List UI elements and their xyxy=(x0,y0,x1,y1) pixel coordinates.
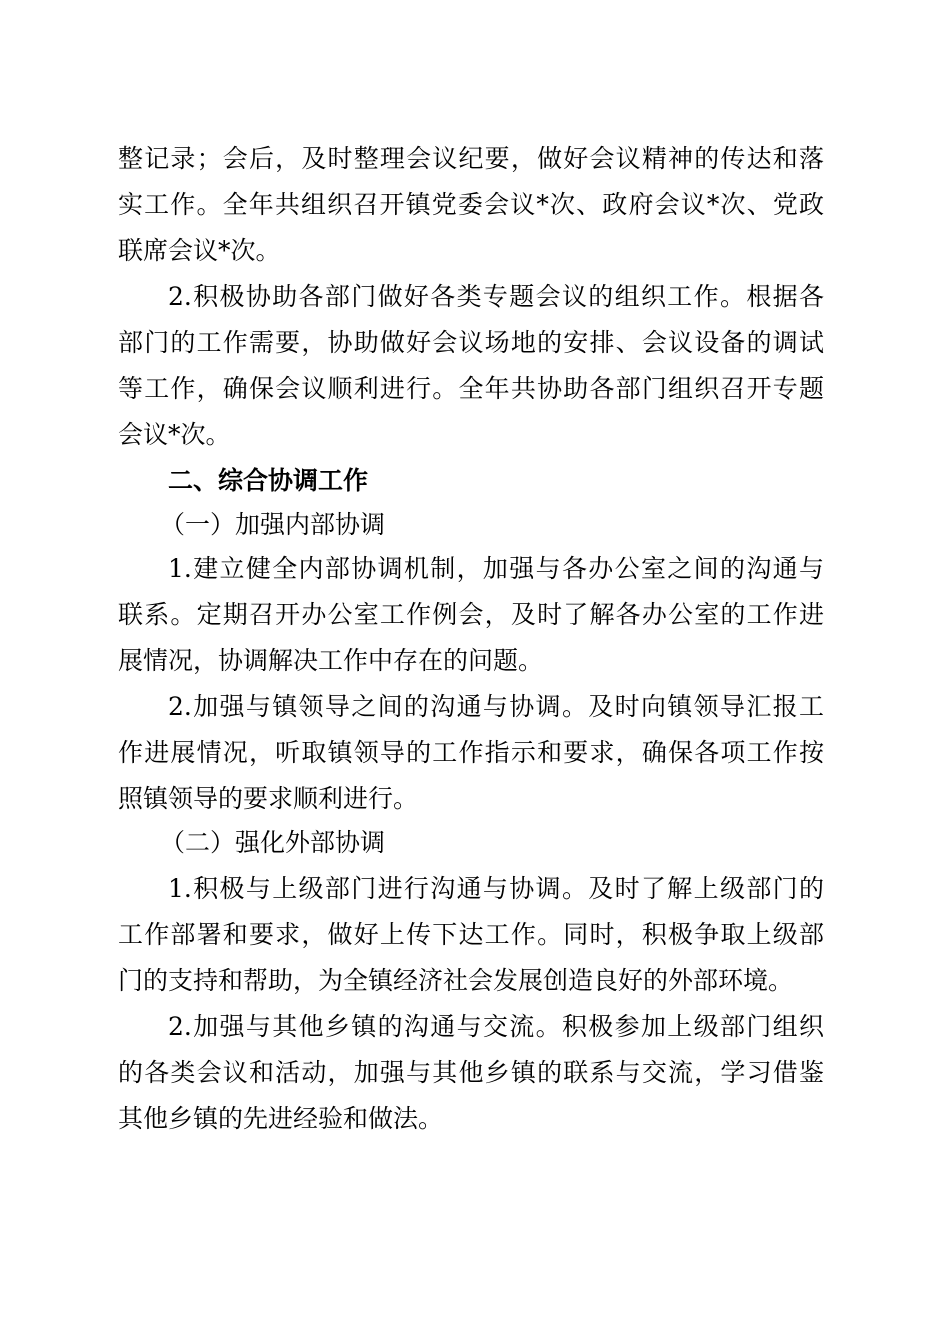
paragraph-line: 其他乡镇的先进经验和做法。 xyxy=(118,1104,444,1133)
paragraph-line: 的各类会议和活动，加强与其他乡镇的联系与交流，学习借鉴 xyxy=(118,1058,824,1087)
paragraph-line: 实工作。全年共组织召开镇党委会议*次、政府会议*次、党政 xyxy=(118,190,824,219)
list-item-first-line: 2.积极协助各部门做好各类专题会议的组织工作。根据各 xyxy=(168,282,824,311)
list-item-first-line: 1.建立健全内部协调机制，加强与各办公室之间的沟通与 xyxy=(168,554,824,583)
subsection-heading: （一）加强内部协调 xyxy=(160,510,386,539)
subsection-heading: （二）强化外部协调 xyxy=(160,828,386,857)
paragraph-line: 联席会议*次。 xyxy=(118,236,281,265)
paragraph-line: 照镇领导的要求顺利进行。 xyxy=(118,784,419,813)
paragraph-line: 展情况，协调解决工作中存在的问题。 xyxy=(118,646,544,675)
paragraph-line: 会议*次。 xyxy=(118,420,231,449)
list-item-first-line: 2.加强与其他乡镇的沟通与交流。积极参加上级部门组织 xyxy=(168,1012,824,1041)
paragraph-line: 门的支持和帮助，为全镇经济社会发展创造良好的外部环境。 xyxy=(118,966,794,995)
paragraph-line: 联系。定期召开办公室工作例会，及时了解各办公室的工作进 xyxy=(118,600,824,629)
section-heading: 二、综合协调工作 xyxy=(168,466,369,495)
list-item-first-line: 1.积极与上级部门进行沟通与协调。及时了解上级部门的 xyxy=(168,874,824,903)
paragraph-line: 工作部署和要求，做好上传下达工作。同时，积极争取上级部 xyxy=(118,920,824,949)
paragraph-line: 等工作，确保会议顺利进行。全年共协助各部门组织召开专题 xyxy=(118,374,824,403)
paragraph-line: 作进展情况，听取镇领导的工作指示和要求，确保各项工作按 xyxy=(118,738,824,767)
paragraph-line: 整记录；会后，及时整理会议纪要，做好会议精神的传达和落 xyxy=(118,144,824,173)
paragraph-line: 部门的工作需要，协助做好会议场地的安排、会议设备的调试 xyxy=(118,328,824,357)
list-item-first-line: 2.加强与镇领导之间的沟通与协调。及时向镇领导汇报工 xyxy=(168,692,824,721)
